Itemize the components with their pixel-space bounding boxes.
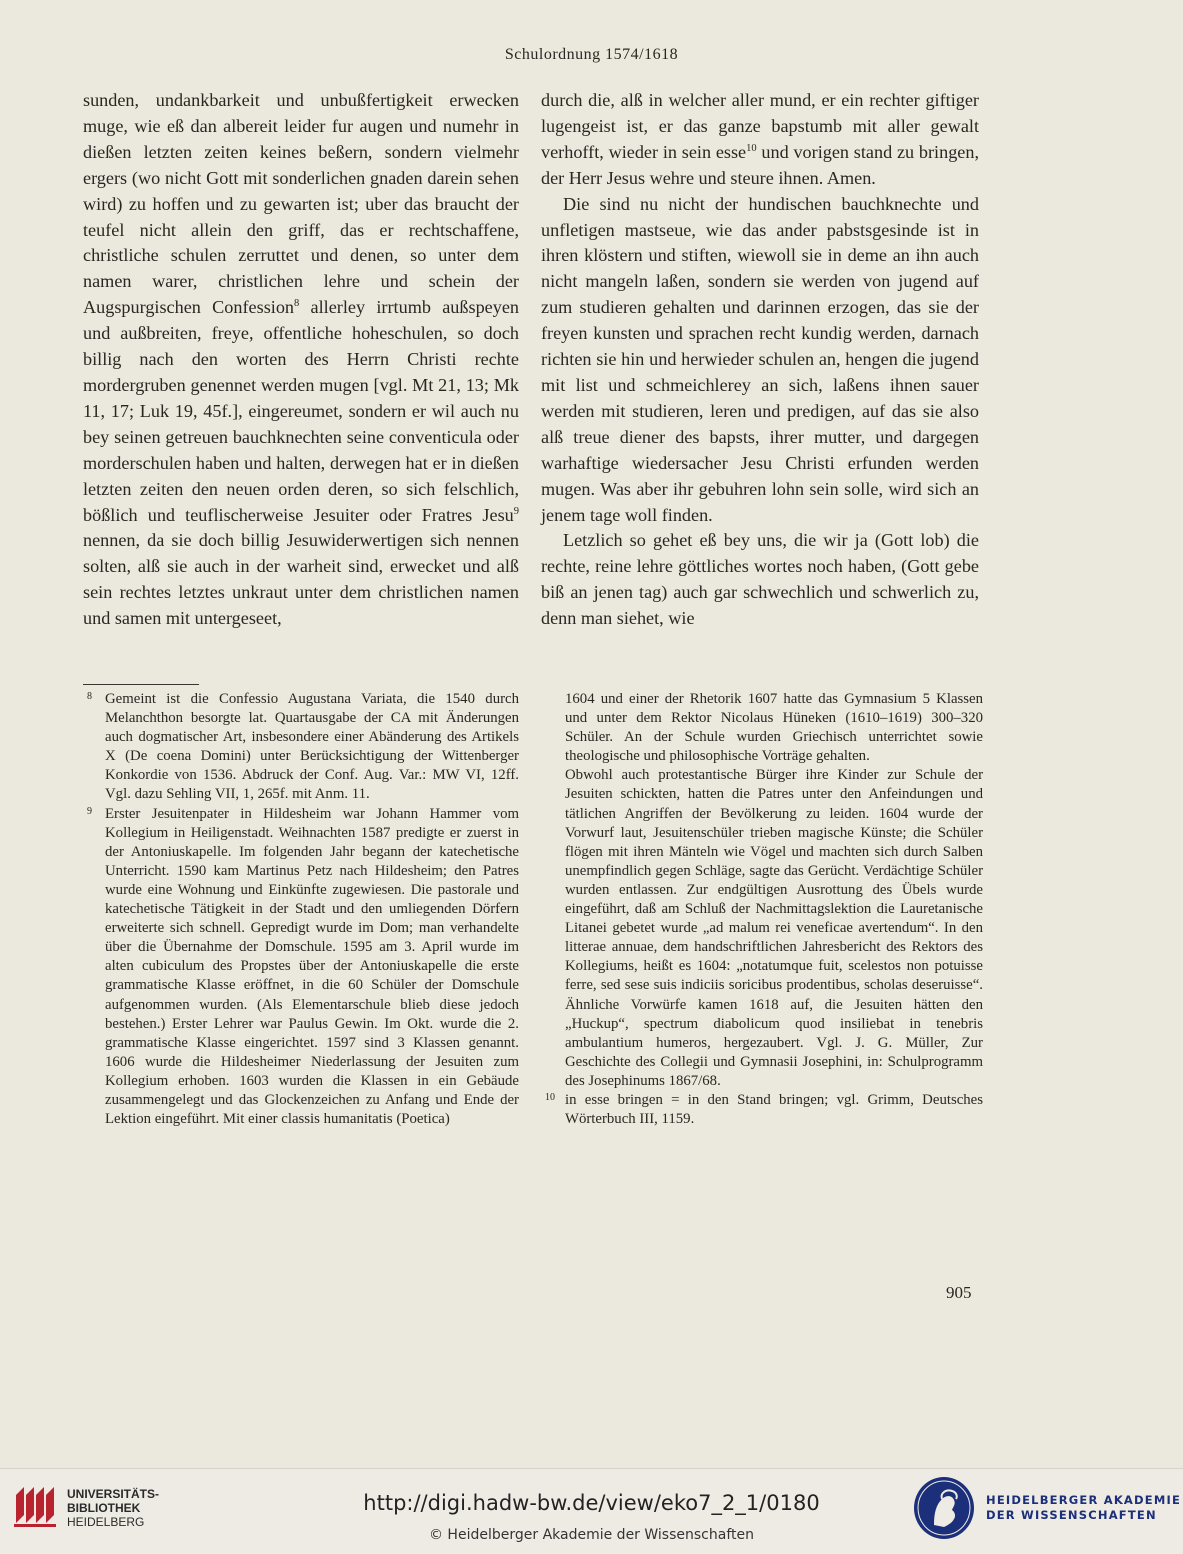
- copyright-notice: © Heidelberger Akademie der Wissenschaften: [428, 1527, 754, 1543]
- left-text-column: [83, 88, 519, 632]
- academy-name[interactable]: [986, 1493, 1181, 1523]
- viewer-footer: [0, 1468, 1183, 1554]
- academy-line-2: DER WISSENSCHAFTEN: [986, 1508, 1157, 1522]
- permalink-url[interactable]: http://digi.hadw-bw.de/view/eko7_2_1/0180: [363, 1491, 820, 1515]
- footnotes-right: [541, 690, 983, 1129]
- footnote-number: 8: [87, 691, 92, 702]
- footnote-9-continued-a: 1604 und einer der Rhetorik 1607 hatte das Gymnasium 5 Klassen und unter dem Rektor Nicolaus Hüneken (1610–1619) 300–320 Schüler. An der Schule wurden Griechisch unterrichtet sowie theologische und philosophische Vorträge gehalten.: [565, 691, 983, 765]
- left-text-a: sunden, undankbarkeit und unbußfertigkeit erwecken muge, wie eß dan albereit leider fur augen und numehr in dießen letzten zeiten keines beßern, sondern vielmehr ergers (wo nicht Gott mit sonderlichen gnaden darein sehen wird) zu hoffen und zu gewarten ist; uber das braucht der teufel nicht allein den griff, das er rechtschaffene, christliche schulen zerruttet und denen, so unter dem namen warer, christlichen lehre und schein der Augspurgischen Confession: [83, 90, 519, 318]
- right-text-column: [541, 88, 979, 632]
- footnote-9-continued-b: Obwohl auch protestantische Bürger ihre Kinder zur Schule der Jesuiten schickten, hatten die Patres unter den Anfeindungen und tätlichen Angriffen der Bevölkerung zu leiden. 1604 wurde der Vorwurf laut, Jesuitenschüler trieben magische Künste; die Schüler flögen mit ihren Mänteln wie Vögel und machten sich durch Salben unempfindlich gegen Schläge, sagte das Gerücht. Verdächtige Schüler wurden entlassen. Zur endgültigen Ausrottung des Übels wurde eingeführt, daß am Schluß der Nachmittagslektion die Lauretanische Litanei gebetet wurde „ad malum rei veneficae avertendum“. In den litterae annuae, dem handschriftlichen Jahresbericht des Rektors des Kollegiums, heißt es 1604: „notatumque fuit, scelestos non potuisse ferre, sed sese suis indiciis soricibus prodentibus, scholas deseruisse“. Ähnliche Vorwürfe kamen 1618 auf, die Jesuiten hätten den „Huckup“, spectrum diabolicum quod insiliebat in tenebris ambulantium humeros, hergezaubert. Vgl. J. G. Müller, Zur Geschichte des Collegii und Gymnasii Josephini, in: Schulprogramm des Josephinums 1867/68.: [565, 767, 983, 1089]
- page-number: 905: [946, 1283, 972, 1302]
- footnotes-left: [83, 690, 519, 1129]
- library-line-3: HEIDELBERG: [67, 1515, 145, 1529]
- right-text-1b: und vorigen stand zu bringen, der Herr Jesus wehre und steure ihnen. Amen.: [541, 141, 979, 188]
- footnote-text: in esse bringen = in den Stand bringen; vgl. Grimm, Deutsches Wörterbuch III, 1159.: [565, 1091, 983, 1128]
- footnote-ref-9[interactable]: 9: [513, 505, 519, 517]
- footnote-9: [83, 805, 519, 1130]
- right-paragraph-1: [541, 88, 979, 192]
- library-line-1: UNIVERSITÄTS-: [67, 1487, 160, 1501]
- footnote-text: Erster Jesuitenpater in Hildesheim war Johann Hammer vom Kollegium in Heiligenstadt. Weihnachten 1587 predigte er zuerst in der Antoniuskapelle. Im folgenden Jahr begann der katechetische Unterricht. 1590 kam Martinus Petz nach Hildesheim; den Patres wurde eine Wohnung und Einkünfte zugewiesen. Die pastorale und katechetische Tätigkeit in der Stadt und den umliegenden Dörfern erweiterte sich schnell. Gepredigt wurde im Dom; man verhandelte über die Übernahme der Domschule. 1595 am 3. April wurde im alten cubiculum des Propstes über der Antoniuskapelle die erste grammatische Klasse eröffnet, in die 60 Schüler der Domschule aufgenommen wurden. (Als Elementarschule blieb diese jedoch bestehen.) Erster Lehrer war Paulus Gewin. Im Okt. wurde die 2. grammatische Klasse eingerichtet. 1597 sind 3 Klassen genannt. 1606 wurde die Hildesheimer Niederlassung der Jesuiten zum Kollegium erhoben. 1603 wurden die Klassen in ein Gebäude zusammengelegt und das Glockenzeichen zu Anfang und Ende der Lektion eingeführt. Mit einer classis humanitatis (Poetica): [105, 805, 519, 1128]
- footnote-text: Gemeint ist die Confessio Augustana Variata, die 1540 durch Melanchthon besorgte lat. Quartausgabe der CA mit Änderungen auch dogmatischer Art, insbesondere einer Abänderung des Artikels X (De coena Domini) unter Berücksichtigung der Wittenberger Konkordie von 1536. Abdruck der Conf. Aug. Var.: MW VI, 12ff. Vgl. dazu Sehling VII, 1, 265f. mit Anm. 11.: [105, 691, 519, 803]
- left-paragraph: [83, 88, 519, 632]
- right-paragraph-3: Letzlich so gehet eß bey uns, die wir ja (Gott lob) die rechte, reine lehre göttliches wortes noch haben, (Gott gebe biß an jenen tag) auch gar schwechlich und schwerlich zu, denn man siehet, wie: [541, 530, 979, 629]
- footnote-number: 9: [87, 805, 92, 817]
- footnote-number: 10: [545, 1091, 555, 1103]
- footnote-10: [541, 1091, 983, 1129]
- running-header: Schulordnung 1574/1618: [504, 46, 679, 63]
- footnote-divider: [83, 684, 199, 685]
- library-line-2: BIBLIOTHEK: [67, 1501, 141, 1515]
- left-text-c: nennen, da sie doch billig Jesuwiderwertigen sich nennen solten, alß sie auch in der warheit sind, erwecket und alß sein rechtes letztes unkraut unter dem christlichen namen und samen mit untergeseet,: [83, 530, 519, 629]
- footnote-8: [83, 690, 519, 805]
- footnote-ref-10[interactable]: 10: [746, 142, 757, 154]
- right-text-1a: durch die, alß in welcher aller mund, er ein rechter giftiger lugengeist ist, er das ganze bapstumb mit aller gewalt verhofft, wieder in sein esse: [541, 90, 979, 162]
- left-text-b: allerley irrtumb außspeyen und außbreiten, freye, offentliche hoheschulen, so doch billig nach den worten des Herrn Christi rechte mordergruben genennet werden mugen [vgl. Mt 21, 13; Mk 11, 17; Luk 19, 45f.], eingereumet, sondern er wil auch nu bey seinen getreuen bauchknechten seine conventicula oder morderschulen haben und halten, derwegen hat er in dießen letzten zeiten den neuen orden deren, so sich felschlich, bößlich und teuflischerweise Jesuiter oder Fratres Jesu: [83, 297, 519, 525]
- footnote-ref-8[interactable]: 8: [294, 298, 300, 310]
- academy-seal-icon[interactable]: [912, 1475, 976, 1541]
- academy-line-1: HEIDELBERGER AKADEMIE: [986, 1493, 1182, 1507]
- right-paragraph-2: Die sind nu nicht der hundischen bauchknechte und unfletigen mastseue, wie das ander pabstsgesinde ist in ihren klöstern und stiften, wiewoll sie in deme an ihn auch nicht mangeln laßen, sondern sie werden von jugend auf zum studieren gehalten und darinnen erzogen, das sie der freyen kunsten und sprachen recht kundig werden, darnach richten sie hin und herwieder schulen an, hengen die jugend mit list und schmeichlerey an sich, laßens ihnen sauer werden mit studieren, leren und predigen, auf das sie also alß treue diener des bapsts, ihrer mutter, und dargegen warhaftige wiedersacher Jesu Christi erfunden werden mugen. Was aber ihr gebuhren lohn sein solle, wird sich an jenem tage woll finden.: [541, 193, 979, 525]
